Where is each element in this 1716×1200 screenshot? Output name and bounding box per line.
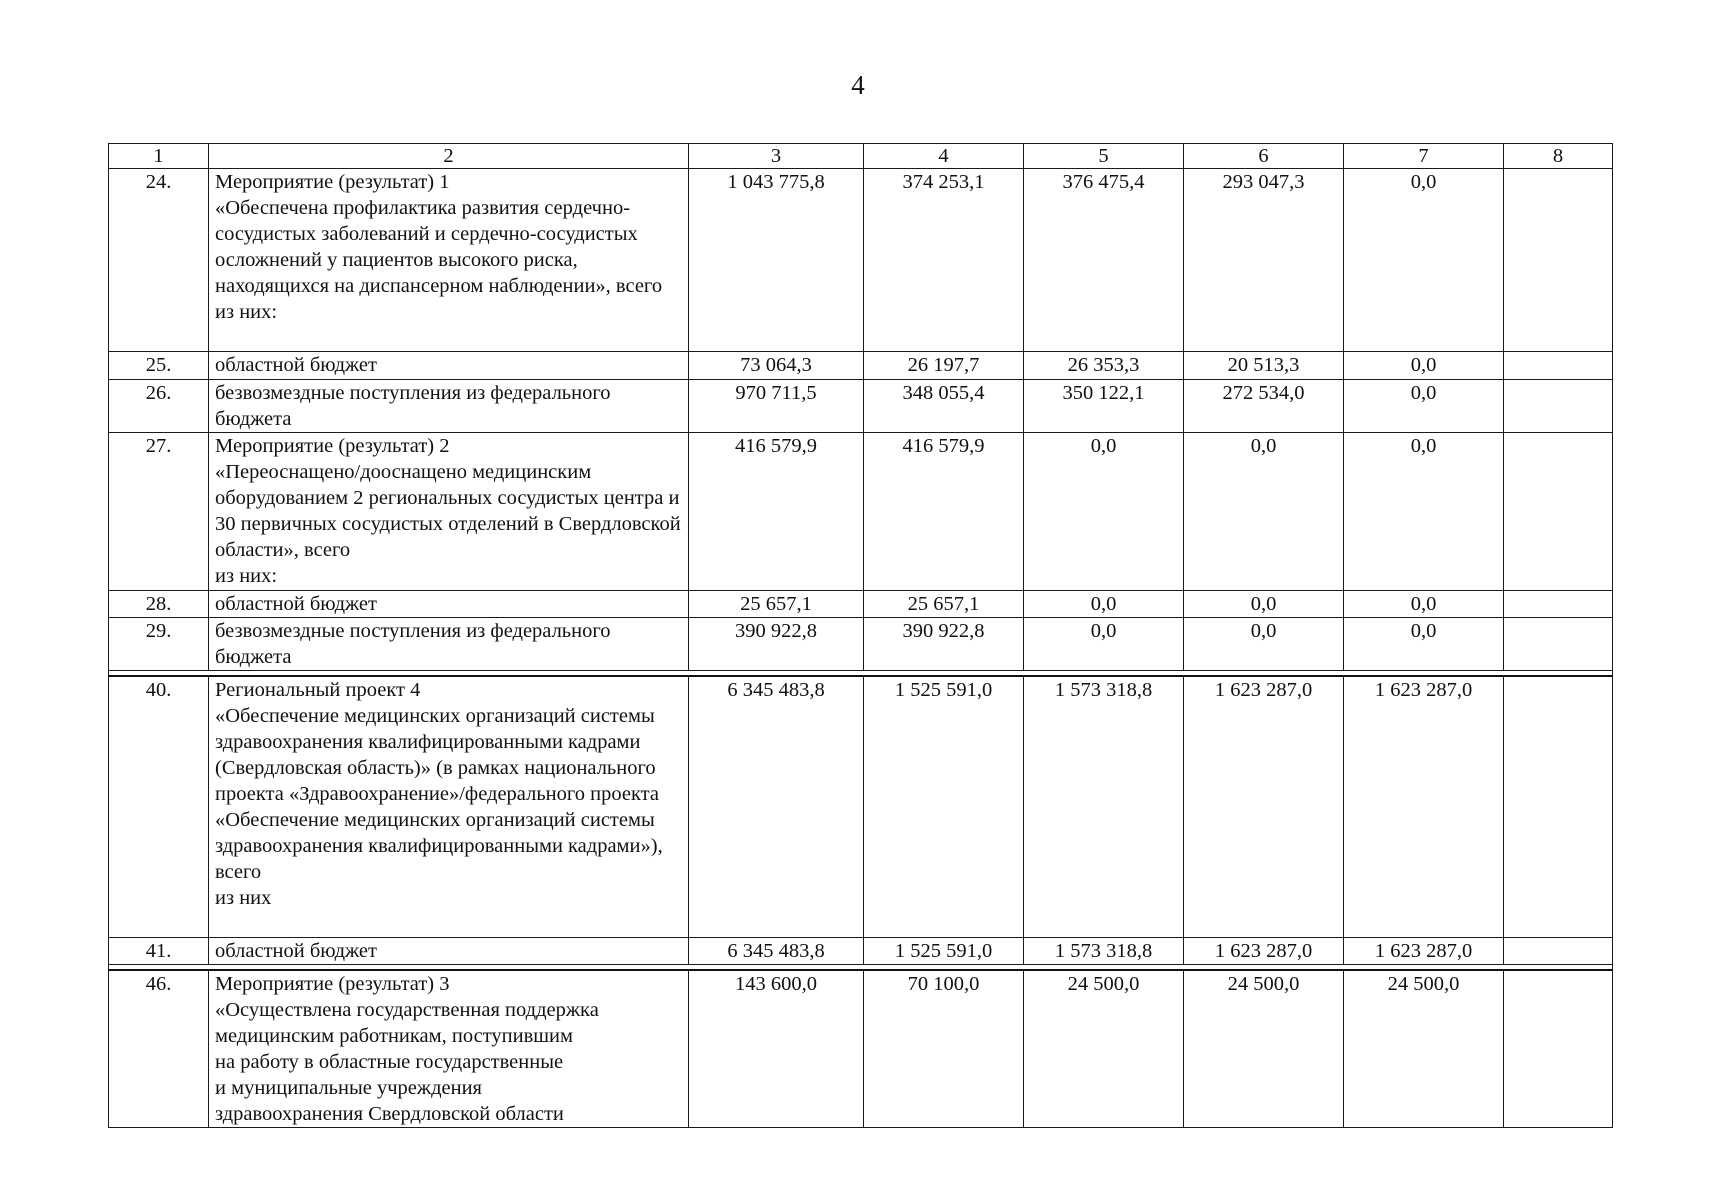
row-name-cell: областной бюджет	[209, 938, 689, 965]
row-number-cell: 29.	[109, 618, 209, 671]
year-1-value-cell: 374 253,1	[864, 169, 1024, 352]
year-1-value-cell: 1 525 591,0	[864, 676, 1024, 938]
year-4-value-cell: 24 500,0	[1344, 970, 1504, 1128]
row-name-cell: безвозмездные поступления из федерального бюджета	[209, 618, 689, 671]
year-3-value-cell: 293 047,3	[1184, 169, 1344, 352]
year-2-value-cell: 0,0	[1024, 591, 1184, 618]
header-cell-6: 6	[1184, 144, 1344, 169]
note-cell	[1504, 433, 1613, 591]
table-row	[109, 970, 1613, 1128]
header-cell-4: 4	[864, 144, 1024, 169]
year-4-value-cell: 0,0	[1344, 591, 1504, 618]
note-cell	[1504, 169, 1613, 352]
note-cell	[1504, 352, 1613, 380]
year-2-value-cell: 26 353,3	[1024, 352, 1184, 380]
header-cell-2: 2	[209, 144, 689, 169]
year-1-value-cell: 70 100,0	[864, 970, 1024, 1128]
year-1-value-cell: 416 579,9	[864, 433, 1024, 591]
year-2-value-cell: 0,0	[1024, 433, 1184, 591]
row-name-cell: Мероприятие (результат) 2 «Переоснащено/дооснащено медицинским оборудованием 2 региональных сосудистых центра и 30 первичных сосудистых отделений в Свердловской области», всего из них:	[209, 433, 689, 591]
row-number-cell: 40.	[109, 676, 209, 938]
total-value-cell: 390 922,8	[689, 618, 864, 671]
year-4-value-cell: 1 623 287,0	[1344, 938, 1504, 965]
total-value-cell: 970 711,5	[689, 380, 864, 433]
year-3-value-cell: 0,0	[1184, 591, 1344, 618]
year-3-value-cell: 272 534,0	[1184, 380, 1344, 433]
year-1-value-cell: 348 055,4	[864, 380, 1024, 433]
total-value-cell: 6 345 483,8	[689, 938, 864, 965]
row-number-cell: 25.	[109, 352, 209, 380]
row-name-cell: Мероприятие (результат) 3 «Осуществлена государственная поддержка медицинским работникам, поступившим на работу в областные государственные и муниципальные учреждения здравоохранения Свердловской области	[209, 970, 689, 1128]
row-number-cell: 46.	[109, 970, 209, 1128]
year-3-value-cell: 1 623 287,0	[1184, 938, 1344, 965]
header-cell-1: 1	[109, 144, 209, 169]
row-name-cell: областной бюджет	[209, 591, 689, 618]
total-value-cell: 73 064,3	[689, 352, 864, 380]
year-1-value-cell: 390 922,8	[864, 618, 1024, 671]
year-2-value-cell: 350 122,1	[1024, 380, 1184, 433]
year-1-value-cell: 26 197,7	[864, 352, 1024, 380]
year-2-value-cell: 24 500,0	[1024, 970, 1184, 1128]
year-2-value-cell: 1 573 318,8	[1024, 676, 1184, 938]
note-cell	[1504, 591, 1613, 618]
table-row	[109, 676, 1613, 938]
table-row	[109, 169, 1613, 352]
year-4-value-cell: 0,0	[1344, 169, 1504, 352]
note-cell	[1504, 380, 1613, 433]
note-cell	[1504, 970, 1613, 1128]
row-name-cell: Мероприятие (результат) 1 «Обеспечена профилактика развития сердечно-сосудистых заболеваний и сердечно-сосудистых осложнений у пациентов высокого риска, находящихся на диспансерном наблюдении», всего из них:	[209, 169, 689, 352]
year-3-value-cell: 0,0	[1184, 433, 1344, 591]
header-cell-3: 3	[689, 144, 864, 169]
budget-table	[108, 143, 1613, 1128]
row-number-cell: 26.	[109, 380, 209, 433]
year-4-value-cell: 1 623 287,0	[1344, 676, 1504, 938]
year-3-value-cell: 24 500,0	[1184, 970, 1344, 1128]
note-cell	[1504, 938, 1613, 965]
table-body	[109, 169, 1613, 1128]
header-row	[109, 144, 1613, 169]
total-value-cell: 6 345 483,8	[689, 676, 864, 938]
row-number-cell: 27.	[109, 433, 209, 591]
table-row	[109, 938, 1613, 965]
year-1-value-cell: 25 657,1	[864, 591, 1024, 618]
year-3-value-cell: 0,0	[1184, 618, 1344, 671]
year-2-value-cell: 0,0	[1024, 618, 1184, 671]
row-number-cell: 28.	[109, 591, 209, 618]
year-4-value-cell: 0,0	[1344, 380, 1504, 433]
table-row	[109, 380, 1613, 433]
table-row	[109, 591, 1613, 618]
year-2-value-cell: 376 475,4	[1024, 169, 1184, 352]
header-cell-7: 7	[1344, 144, 1504, 169]
row-name-cell: Региональный проект 4 «Обеспечение медицинских организаций системы здравоохранения квалифицированными кадрами (Свердловская область)» (в рамках национального проекта «Здравоохранение»/федерального проекта «Обеспечение медицинских организаций системы здравоохранения квалифицированными кадрами»), всего из них	[209, 676, 689, 938]
year-1-value-cell: 1 525 591,0	[864, 938, 1024, 965]
row-number-cell: 24.	[109, 169, 209, 352]
table-row	[109, 352, 1613, 380]
total-value-cell: 416 579,9	[689, 433, 864, 591]
year-3-value-cell: 20 513,3	[1184, 352, 1344, 380]
note-cell	[1504, 618, 1613, 671]
header-cell-5: 5	[1024, 144, 1184, 169]
table-row	[109, 433, 1613, 591]
page-number: 4	[851, 70, 865, 100]
year-3-value-cell: 1 623 287,0	[1184, 676, 1344, 938]
year-4-value-cell: 0,0	[1344, 352, 1504, 380]
table-row	[109, 618, 1613, 671]
row-number-cell: 41.	[109, 938, 209, 965]
total-value-cell: 25 657,1	[689, 591, 864, 618]
note-cell	[1504, 676, 1613, 938]
year-2-value-cell: 1 573 318,8	[1024, 938, 1184, 965]
total-value-cell: 1 043 775,8	[689, 169, 864, 352]
year-4-value-cell: 0,0	[1344, 433, 1504, 591]
total-value-cell: 143 600,0	[689, 970, 864, 1128]
row-name-cell: безвозмездные поступления из федерального бюджета	[209, 380, 689, 433]
year-4-value-cell: 0,0	[1344, 618, 1504, 671]
header-cell-8: 8	[1504, 144, 1613, 169]
row-name-cell: областной бюджет	[209, 352, 689, 380]
